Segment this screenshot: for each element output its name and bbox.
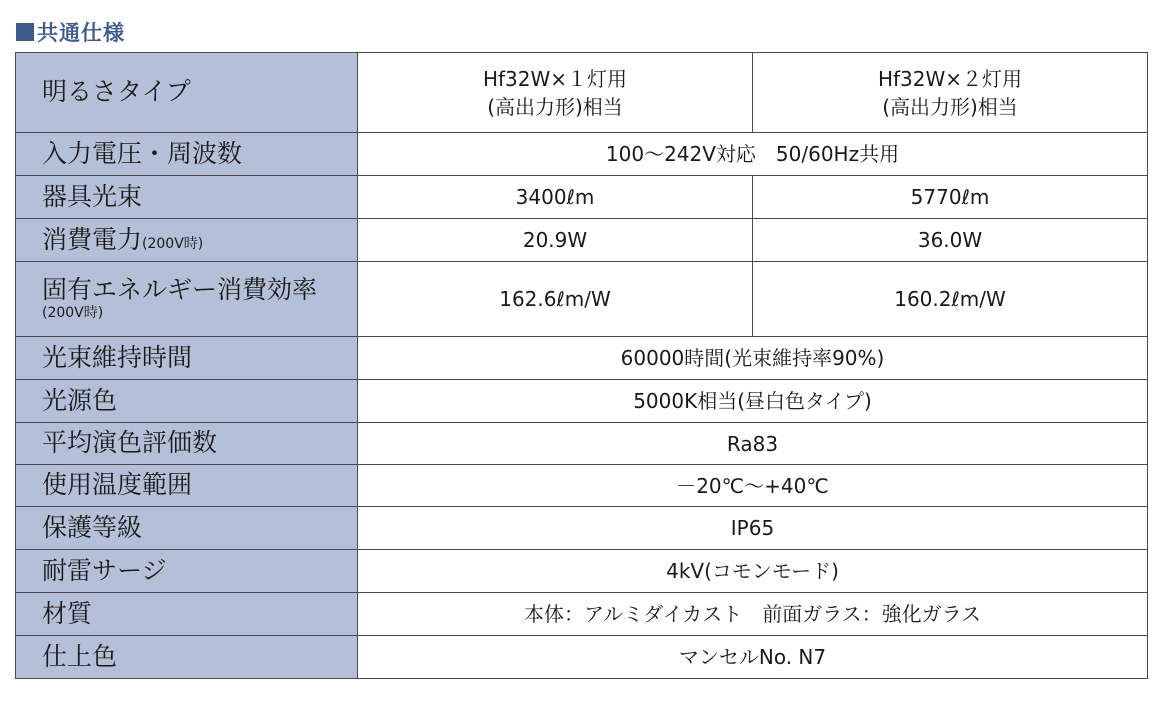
maintenance-value: 60000時間(光束維持率90%): [358, 337, 1148, 380]
input-voltage-value: 100〜242V対応 50/60Hz共用: [358, 133, 1148, 176]
power-a: 20.9W: [358, 219, 753, 262]
square-bullet-icon: [16, 23, 34, 41]
finish-value: マンセルNo. N7: [358, 636, 1148, 679]
cri-value: Ra83: [358, 423, 1148, 465]
power-b: 36.0W: [753, 219, 1148, 262]
row-label: 固有エネルギー消費効率 (200V時): [16, 262, 358, 337]
spec-table: [15, 52, 1148, 679]
row-label: 器具光束: [16, 176, 358, 219]
row-label: 平均演色評価数: [16, 423, 358, 465]
section-title: 共通仕様: [37, 21, 125, 45]
table-row-maintenance: [16, 337, 1148, 380]
table-row-material: [16, 593, 1148, 636]
row-note: (200V時): [142, 235, 204, 252]
efficiency-b: 160.2ℓm/W: [753, 262, 1148, 337]
table-row-cri: [16, 423, 1148, 465]
temperature-value: －20℃〜+40℃: [358, 465, 1148, 507]
row-label: 材質: [16, 593, 358, 636]
table-row-color: [16, 380, 1148, 423]
row-label: 消費電力(200V時): [16, 219, 358, 262]
efficiency-a: 162.6ℓm/W: [358, 262, 753, 337]
row-label: 入力電圧・周波数: [16, 133, 358, 176]
table-row-luminous-flux: [16, 176, 1148, 219]
row-label: 光源色: [16, 380, 358, 423]
row-label: 光束維持時間: [16, 337, 358, 380]
section-heading: [16, 18, 125, 46]
brightness-type-b: Hf32W×２灯用 (高出力形)相当: [753, 53, 1148, 133]
table-row-power: [16, 219, 1148, 262]
row-label: 耐雷サージ: [16, 550, 358, 593]
table-row-surge: [16, 550, 1148, 593]
table-row-efficiency: [16, 262, 1148, 337]
table-row-finish: [16, 636, 1148, 679]
table-row-temperature: [16, 465, 1148, 507]
color-value: 5000K相当(昼白色タイプ): [358, 380, 1148, 423]
row-label: 仕上色: [16, 636, 358, 679]
row-label: 使用温度範囲: [16, 465, 358, 507]
table-row-input: [16, 133, 1148, 176]
row-note: (200V時): [42, 304, 104, 321]
row-label: 保護等級: [16, 507, 358, 550]
row-label: 明るさタイプ: [16, 53, 358, 133]
table-row-protection: [16, 507, 1148, 550]
protection-value: IP65: [358, 507, 1148, 550]
brightness-type-a: Hf32W×１灯用 (高出力形)相当: [358, 53, 753, 133]
table-row-brightness: [16, 53, 1148, 133]
surge-value: 4kV(コモンモード): [358, 550, 1148, 593]
material-value: 本体：アルミダイカスト 前面ガラス：強化ガラス: [358, 593, 1148, 636]
luminous-flux-b: 5770ℓm: [753, 176, 1148, 219]
luminous-flux-a: 3400ℓm: [358, 176, 753, 219]
